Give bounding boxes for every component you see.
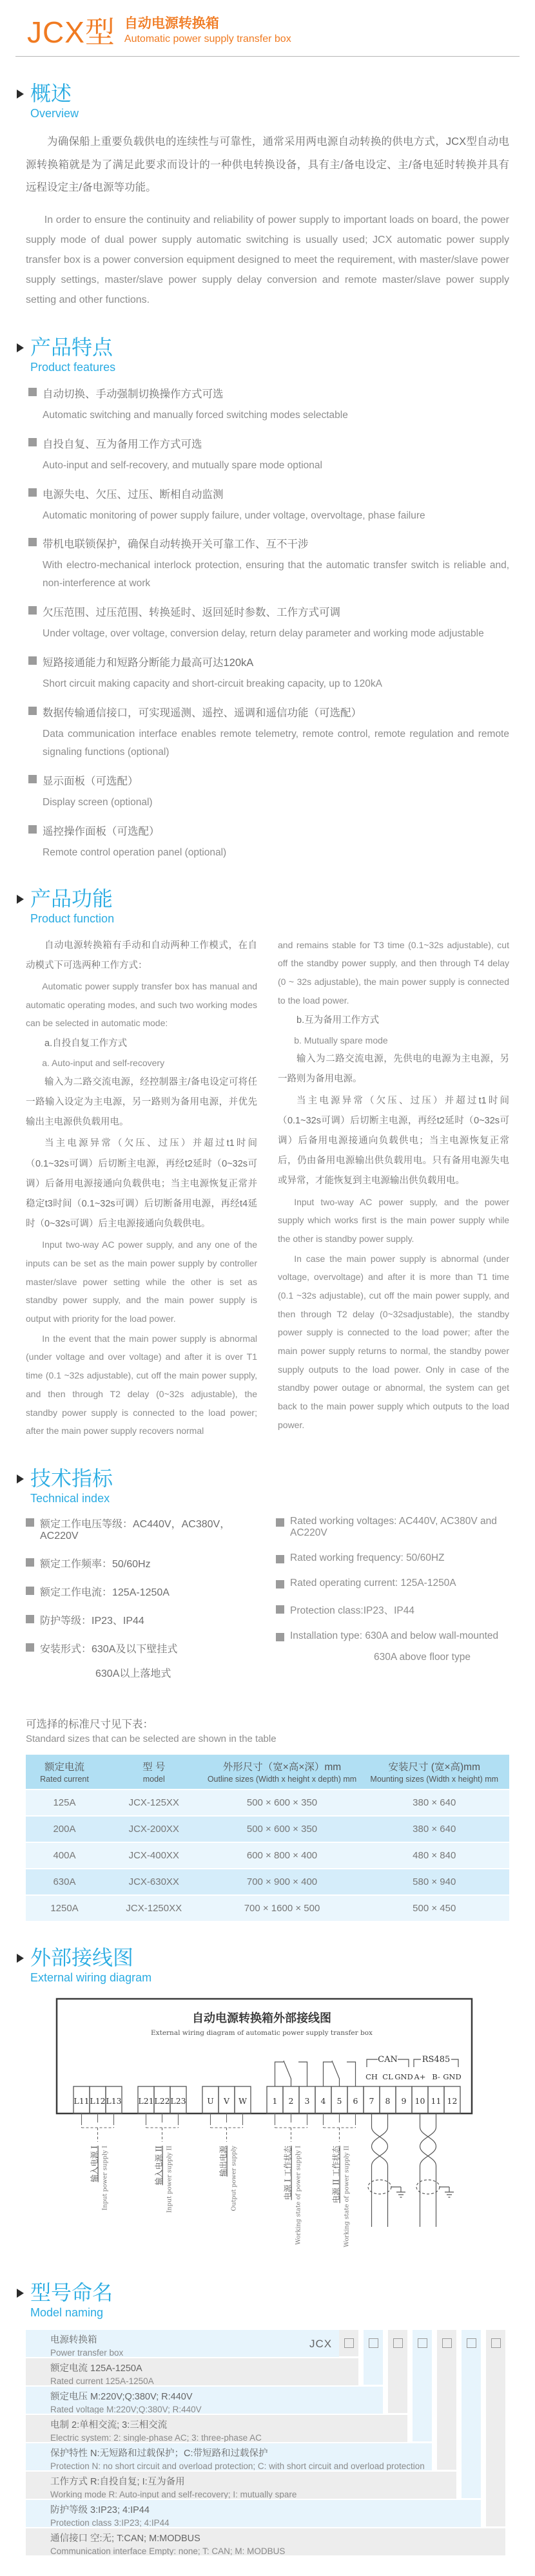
col-outline-sizes: 外形尺寸（宽×高×深）mm Outline sizes (Width x height x depth) mm [205, 1755, 360, 1789]
product-title-en: Automatic power supply transfer box [124, 33, 291, 44]
section-title-en: Technical index [30, 1492, 110, 1505]
product-title-zh: 自动电源转换箱 [124, 16, 219, 31]
standard-sizes-table [26, 1755, 509, 1921]
section-title-zh: 概述 [30, 82, 72, 105]
section-function-head [17, 888, 509, 926]
col-mounting-sizes: 安装尺寸 (宽×高)mm Mounting sizes (Width x height) mm [360, 1755, 510, 1789]
svg-text:4: 4 [320, 2096, 326, 2106]
naming-box-icon [393, 2338, 403, 2348]
bullet-square-icon [28, 438, 37, 446]
svg-text:1: 1 [272, 2096, 278, 2106]
bullet-square-icon [28, 388, 37, 396]
overview-paragraph-en: In order to ensure the continuity and reliability of power supply to important loads on board, the power supply mode of dual power supply automatic switching is usually used; JCX automatic power supply transfer box is a power conversion equipment designed to meet the requirement, with master/slave power supply settings, master/slave power supply delay conversion and remote master/slave power supply setting and other functions. [26, 214, 509, 306]
svg-text:A+: A+ [414, 2072, 426, 2082]
svg-text:U: U [207, 2096, 214, 2106]
tech-item: Installation type: 630A and below wall-mounted 630A above floor type [276, 1630, 509, 1663]
bullet-square-icon [276, 1555, 284, 1563]
section-title-en: External wiring diagram [30, 1971, 152, 1985]
section-naming-head [17, 2282, 509, 2320]
rs485-bus-label: RS485 [422, 2055, 451, 2065]
section-title-en: Model naming [30, 2306, 104, 2320]
svg-text:L21: L21 [138, 2096, 154, 2106]
bullet-square-icon [28, 707, 37, 715]
svg-text:Working state of power supply: Working state of power supply I [295, 2146, 302, 2246]
naming-row: 保护特性 N:无短路和过载保护；C:带短路和过载保护 Protection N: no short circuit and overload protection; C: with short circuit and overload protection [26, 2443, 432, 2470]
tech-item: 额定工作频率：50/60Hz [26, 1556, 259, 1570]
svg-text:10: 10 [414, 2096, 425, 2106]
function-columns [26, 936, 509, 1442]
section-arrow-icon [17, 343, 24, 352]
bullet-square-icon [28, 538, 37, 546]
function-left-column: 自动电源转换箱有手动和自动两种工作模式，在自动模式下可选两种工作方式： Automatic power supply transfer box has manual and automatic operating modes, and such two working modes can be selected in automatic mode: a.自投自复工作方式 a. Auto-input and self-recovery 输入为二路交流电源，经控制器主/备电设定可将任一路输入设定为主电源，另一路则为备用电源，并优先输出主电源供负载用电。 当主电源异常（欠压、过压）并超过t1时间（0.1~32s可调）后切断主电源，再经t2延时（0~32s可调）后备用电源接通向负载供电；当主电源恢复正常并稳定t3时间（0.1~32s可调）后切断备用电源，再经t4延时（0~32s可调）后主电源接通向负载供电。 Input two-way AC power supply, and any one of the inputs can be set as the main power supply by controller master/slave power setting while the other is set as standby power supply, and the main power supply is output with priority for the load power. In the event that the main power supply is abnormal (under voltage and over voltage) and after it is over T1 time (0.1 ~32s adjustable), cut off the main power supply, and then through T2 delay (0~32s adjustable), the standby power supply is connected to the load power; after the main power supply recovers normal [26, 940, 257, 1436]
section-title-zh: 外部接线图 [30, 1946, 134, 1970]
section-arrow-icon [17, 90, 24, 99]
tech-left-column [26, 1516, 259, 1693]
bullet-square-icon [28, 488, 37, 497]
feature-item: 遥控操作面板（可选配） [28, 823, 509, 838]
feature-item: 欠压范围、过压范围、转换延时、返回延时参数、工作方式可调 [28, 604, 509, 619]
section-title-en: Overview [30, 107, 79, 120]
svg-text:12: 12 [447, 2096, 458, 2106]
section-wiring-head [17, 1947, 509, 1985]
naming-column [364, 2330, 383, 2385]
section-arrow-icon [17, 2289, 24, 2298]
naming-row: 电源转换箱 Power transfer box [26, 2330, 339, 2357]
svg-text:Input power supply II: Input power supply II [166, 2146, 173, 2213]
naming-column [486, 2330, 505, 2526]
rs485-twisted-pair [416, 2113, 454, 2227]
svg-text:L22: L22 [154, 2096, 170, 2106]
svg-text:6: 6 [353, 2096, 358, 2106]
naming-box-icon [467, 2338, 476, 2348]
section-arrow-icon [17, 1474, 24, 1484]
svg-text:L12: L12 [90, 2096, 106, 2106]
bullet-square-icon [276, 1580, 284, 1589]
svg-text:电源 II 工作状态: 电源 II 工作状态 [331, 2146, 341, 2204]
section-features-head [17, 336, 509, 374]
tech-right-column [276, 1516, 509, 1693]
naming-column [437, 2330, 456, 2470]
svg-text:GND: GND [443, 2072, 462, 2082]
tech-item: 额定工作电压等级：AC440V，AC380V，AC220V [26, 1516, 259, 1542]
section-title-zh: 产品功能 [30, 886, 113, 910]
tech-item: Protection class:IP23、IP44 [276, 1603, 509, 1617]
naming-row: 工作方式 R:自投自复; I:互为备用 Working mode R: Auto-input and self-recovery; I: mutually spare [26, 2472, 456, 2499]
section-title-zh: 型号命名 [30, 2281, 113, 2305]
svg-text:输入电源 II: 输入电源 II [154, 2146, 164, 2186]
naming-box-icon [369, 2338, 378, 2348]
bullet-square-icon [26, 1518, 34, 1527]
wiring-box-title-zh: 自动电源转换箱外部接线图 [192, 2012, 331, 2026]
tech-item: 额定工作电流：125A-1250A [26, 1584, 259, 1599]
can-bus-label: CAN [378, 2055, 398, 2065]
feature-item: 数据传输通信接口，可实现遥测、遥控、遥调和遥信功能（可选配） [28, 704, 509, 720]
table-row: 400A JCX-400XX 600 × 800 × 400 480 × 840 [26, 1842, 509, 1869]
svg-text:5: 5 [336, 2096, 342, 2106]
svg-text:9: 9 [401, 2096, 407, 2106]
bullet-square-icon [26, 1558, 34, 1567]
tech-item: 安装形式：630A及以下壁挂式 630A以上落地式 [26, 1641, 259, 1680]
model-prefix: JCX [309, 2338, 333, 2351]
svg-text:L23: L23 [170, 2096, 186, 2106]
svg-text:B-: B- [432, 2072, 440, 2082]
svg-text:输出电源: 输出电源 [219, 2146, 228, 2177]
bullet-square-icon [276, 1518, 284, 1527]
svg-text:2: 2 [288, 2096, 294, 2106]
tech-item: Rated working frequency: 50/60HZ [276, 1552, 509, 1564]
svg-text:W: W [238, 2096, 247, 2106]
svg-text:GND: GND [394, 2072, 413, 2082]
svg-text:CL: CL [382, 2072, 393, 2082]
tech-item: Rated operating current: 125A-1250A [276, 1578, 509, 1589]
section-title-en: Product features [30, 360, 116, 374]
bullet-square-icon [28, 825, 37, 834]
svg-text:11: 11 [431, 2096, 442, 2106]
svg-text:CH: CH [365, 2072, 378, 2082]
can-twisted-pair [368, 2113, 405, 2227]
bus-pin-labels [365, 2072, 462, 2081]
terminal-labels [73, 2096, 457, 2106]
header-divider [15, 56, 520, 57]
section-tech-head [17, 1467, 509, 1505]
function-right-column: and remains stable for T3 time (0.1~32s adjustable), cut off the standby power supply, and then through T4 delay (0 ~ 32s adjustable), the main power supply is connected to the load power. b.互为备用工作方式 b. Mutually spare mode 输入为二路交流电源，先供电的电源为主电源，另一路则为备用电源。 当主电源异常（欠压、过压）并超过t1时间（0.1~32s可调）后切断主电源，再经t2延时（0~32s可调）后备用电源接通向负载供电；当主电源恢复正常后，仍由备用电源输出供负载用电。只有备用电源失电或异常，才能恢复到主电源输出供负载用电。 Input two-way AC power supply, and the power supply which works first is the main power supply while the other is standby power supply. In case the main power supply is abnormal (under voltage, overvoltage) and after it is more than T1 time (0.1 ~32s adjustable), cut off the main power supply, and then through T2 delay (0~32sadjustable), the standby power supply is connected to the load power; after the main power supply returns to normal, the standby power supply outputs to the load power. Only in case of the standby power outage or abnormal, the system can get back to the main power supply which outputs to the load power. [278, 939, 509, 1430]
feature-list: 自动切换、手动强制切换操作方式可选 Automatic switching and manually forced switching modes selectable 自投自复、互为备用工作方式可选 Auto-input and self-recovery, and mutually spare mode optional 电源失电、欠压、过压、断相自动监测 Automatic monitoring of power supply failure, under voltage, overvoltage, phase failure 带机电联锁保护，确保自动转换开关可靠工作、互不干涉 With electro-mechanical interlock protection, ensuring that the automatic transfer switch is reliable and, non-interference at work 欠压范围、过压范围、转换延时、返回延时参数、工作方式可调 Under voltage, over voltage, conversion delay, return delay parameter and working mode adjustable 短路接通能力和短路分断能力最高可达120kA Short circuit making capacity and short-circuit breaking capacity, up to 120kA 数据传输通信接口，可实现遥测、遥控、遥调和遥信功能（可选配） Data communication interface enables remote telemetry, remote control, remote regulation and remote signaling functions (optional) 显示面板（可选配） Display screen (optional) 遥控操作面板（可选配） Remote control operation panel (optional) [28, 385, 509, 862]
model-naming-diagram [26, 2330, 509, 2557]
naming-column [388, 2330, 407, 2413]
svg-text:L11: L11 [73, 2096, 90, 2106]
table-row: 630A JCX-630XX 700 × 900 × 400 580 × 940 [26, 1869, 509, 1895]
svg-text:Input power supply I: Input power supply I [101, 2146, 109, 2211]
svg-text:L13: L13 [106, 2096, 122, 2106]
contact-symbols [275, 2061, 356, 2086]
naming-row: 额定电流 125A-1250A Rated current 125A-1250A [26, 2358, 358, 2385]
bullet-square-icon [26, 1587, 34, 1595]
page-header [27, 13, 509, 47]
table-row: 1250A JCX-1250XX 700 × 1600 × 500 500 × 450 [26, 1895, 509, 1921]
section-overview-head [17, 82, 509, 120]
svg-text:电源 I 工作状态: 电源 I 工作状态 [283, 2146, 293, 2200]
section-title-zh: 技术指标 [30, 1466, 113, 1490]
naming-column [339, 2330, 358, 2356]
naming-box-icon [344, 2338, 354, 2348]
tech-item: Rated working voltages: AC440V, AC380V and AC220V [276, 1516, 509, 1539]
feature-item: 电源失电、欠压、过压、断相自动监测 [28, 486, 509, 501]
feature-item: 显示面板（可选配） [28, 772, 509, 788]
sizes-note-zh: 可选择的标准尺寸见下表： [26, 1719, 153, 1731]
section-title-zh: 产品特点 [30, 335, 113, 359]
naming-row: 额定电压 M:220V;Q:380V; R:440V Rated voltage M:220V;Q:380V; R:440V [26, 2387, 383, 2414]
bullet-square-icon [276, 1605, 284, 1614]
bullet-square-icon [276, 1633, 284, 1641]
naming-box-icon [418, 2338, 427, 2348]
table-header-row [26, 1755, 509, 1789]
naming-box-icon [442, 2338, 452, 2348]
svg-text:7: 7 [369, 2096, 374, 2106]
group-labels [90, 2145, 351, 2247]
tech-item: 防护等级：IP23、IP44 [26, 1612, 259, 1627]
table-row: 125A JCX-125XX 500 × 600 × 350 380 × 640 [26, 1789, 509, 1816]
feature-item: 自动切换、手动强制切换操作方式可选 [28, 385, 509, 401]
svg-text:输入电源 I: 输入电源 I [90, 2146, 99, 2182]
bullet-square-icon [26, 1643, 34, 1652]
wiring-box-title-en: External wiring diagram of automatic power supply transfer box [151, 2029, 373, 2037]
naming-column [413, 2330, 432, 2441]
col-model: 型 号 model [103, 1755, 205, 1789]
naming-row: 防护等级 3:IP23; 4:IP44 Protection class 3:IP23; 4:IP44 [26, 2500, 481, 2527]
overview-paragraph-zh: 为确保船上重要负载供电的连续性与可靠性，通常采用两电源自动转换的供电方式，JCX型自动电源转换箱就是为了满足此要求而设计的一种供电转换设备，具有主/备电设定、主/备电延时转换并具有远程设定主/备电源等功能。 [26, 136, 509, 194]
svg-text:3: 3 [304, 2096, 310, 2106]
feature-item: 带机电联锁保护，确保自动转换开关可靠工作、互不干涉 [28, 535, 509, 551]
naming-row: 电制 2:单相交流; 3:三相交流 Electric system: 2: single-phase AC; 3: three-phase AC [26, 2415, 407, 2442]
group-brackets [82, 2113, 356, 2142]
bullet-square-icon [26, 1615, 34, 1623]
naming-row: 通信接口 空:无; T:CAN; M:MODBUS Communication interface Empty: none; T: CAN; M: MODBUS [26, 2528, 505, 2555]
table-row: 200A JCX-200XX 500 × 600 × 350 380 × 640 [26, 1816, 509, 1842]
svg-text:8: 8 [385, 2096, 391, 2106]
feature-item: 自投自复、互为备用工作方式可选 [28, 435, 509, 451]
tech-columns [26, 1516, 509, 1693]
col-rated-current: 额定电流 Rated current [26, 1755, 103, 1789]
section-title-en: Product function [30, 911, 115, 925]
naming-box-icon [491, 2338, 501, 2348]
section-arrow-icon [17, 895, 24, 904]
bullet-square-icon [28, 656, 37, 665]
product-model: JCX型 [27, 15, 115, 49]
svg-text:Output power supply: Output power supply [230, 2146, 238, 2211]
feature-item: 短路接通能力和短路分断能力最高可达120kA [28, 654, 509, 669]
svg-text:Working state of power supply: Working state of power supply II [343, 2146, 351, 2247]
bullet-square-icon [28, 775, 37, 783]
naming-column [462, 2330, 481, 2498]
section-arrow-icon [17, 1954, 24, 1963]
svg-text:V: V [223, 2096, 230, 2106]
bullet-square-icon [28, 606, 37, 615]
sizes-note-en: Standard sizes that can be selected are shown in the table [26, 1733, 277, 1745]
